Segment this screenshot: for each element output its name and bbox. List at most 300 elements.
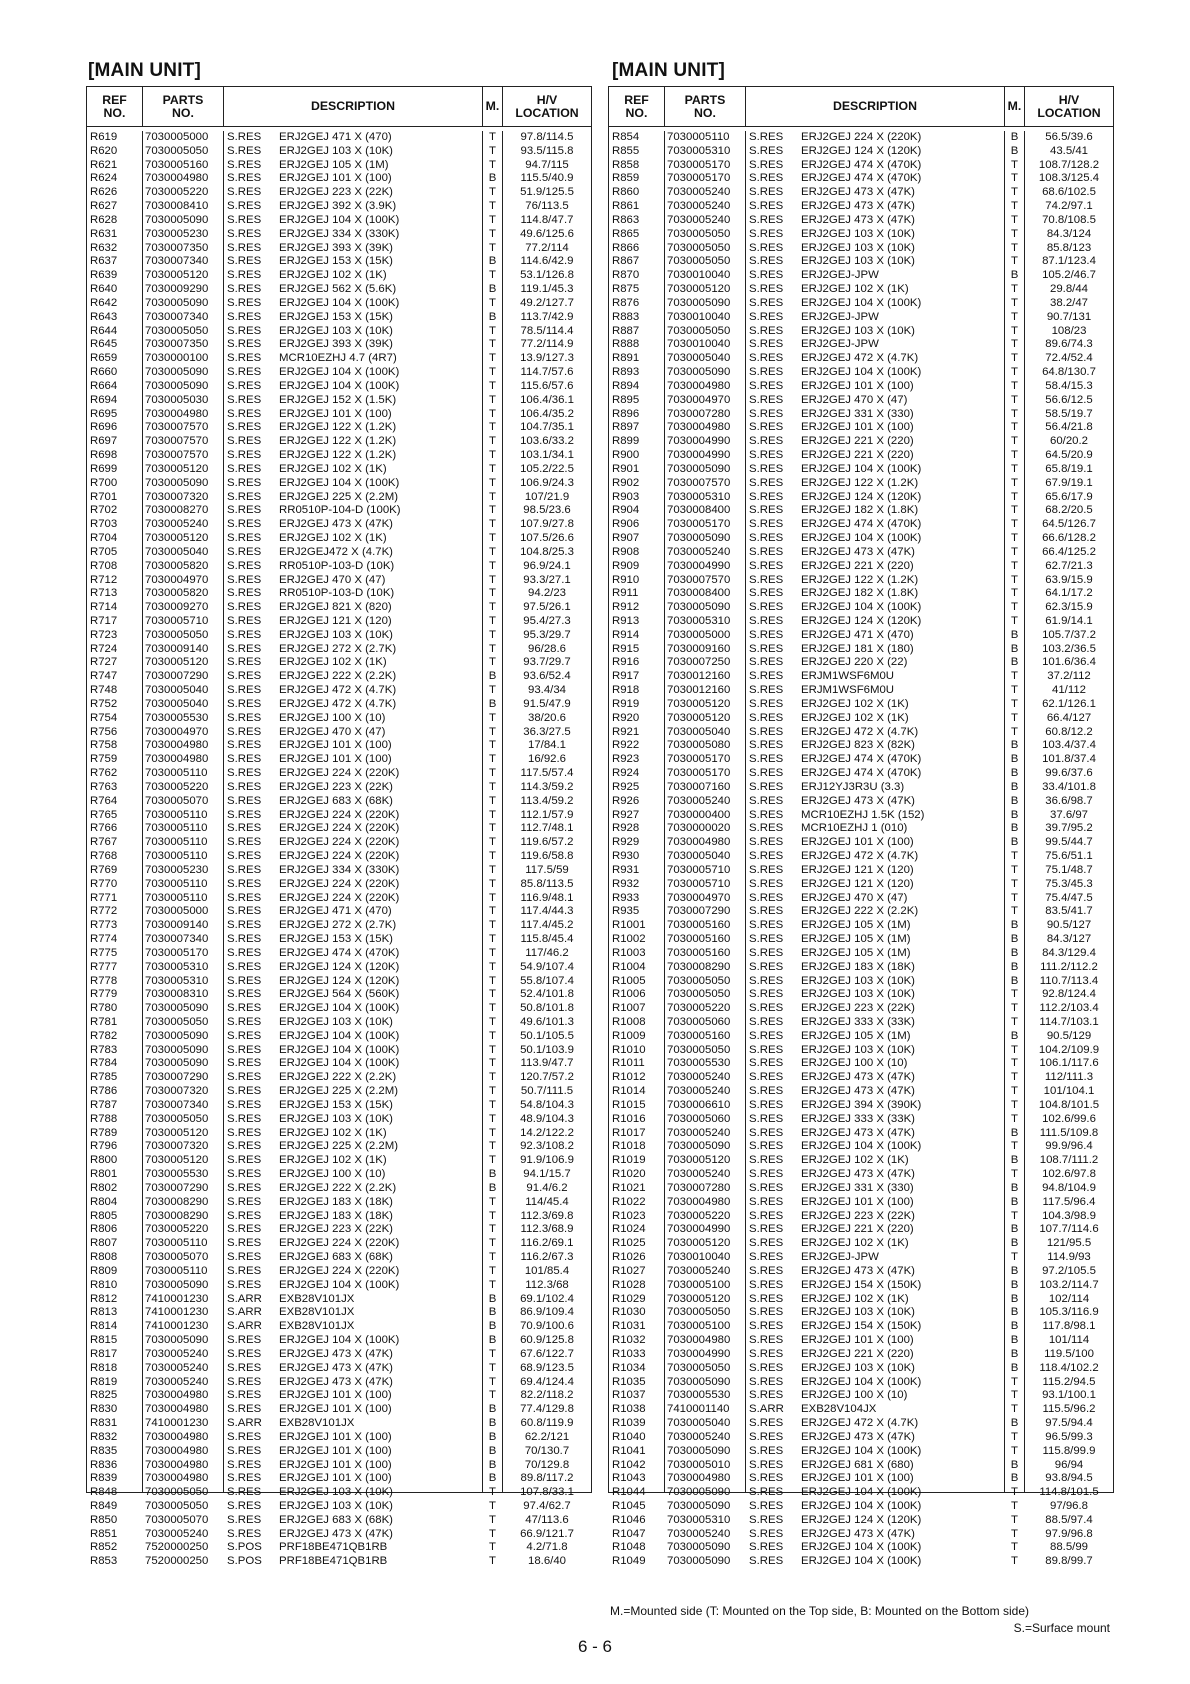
ref-no: R1017 (612, 1126, 646, 1139)
ref-no: R645 (90, 338, 118, 351)
mounted-side: T (489, 186, 496, 199)
part-type: S.RES (749, 435, 784, 448)
part-description: ERJ2GEJ 470 X (47) (801, 393, 908, 406)
part-no: 7030005110 (145, 850, 208, 863)
hv-location: 112.3/69.8 (520, 1209, 574, 1222)
ref-no: R915 (612, 642, 640, 655)
hv-location: 54.8/104.3 (520, 1098, 574, 1111)
part-no: 7030005240 (667, 200, 731, 213)
part-type: S.RES (749, 1209, 784, 1222)
hv-location: 105.2/46.7 (1042, 269, 1096, 282)
mounted-side: B (1010, 1458, 1019, 1471)
hv-location: 48.9/104.3 (520, 1112, 574, 1125)
description (746, 560, 1004, 574)
hv-location: 85.8/113.5 (520, 877, 574, 890)
description (746, 1071, 1004, 1085)
part-description: ERJ2GEJ 224 X (220K) (279, 877, 400, 890)
hv-location: 93.7/29.7 (523, 656, 571, 669)
ref-no: R628 (90, 213, 118, 226)
hv-location: 75.4/47.5 (1045, 891, 1093, 904)
mounted-side: B (1010, 974, 1019, 987)
ref-no: R1045 (612, 1499, 646, 1512)
ref-no: R888 (612, 338, 640, 351)
ref-no: R1034 (612, 1361, 646, 1374)
hv-location: 36.3/27.5 (523, 725, 571, 738)
part-description: ERJ2GEJ 473 X (47K) (801, 200, 915, 213)
hv-location: 97/96.8 (1049, 1499, 1088, 1512)
description (224, 1555, 482, 1569)
part-type: S.RES (227, 1430, 262, 1443)
part-type: S.RES (227, 269, 262, 282)
mounted-side: B (1010, 1320, 1019, 1333)
mounted-side: T (1011, 186, 1018, 199)
part-type: S.RES (227, 1347, 262, 1360)
ref-no: R836 (90, 1458, 118, 1471)
part-no: 7030007290 (667, 905, 731, 918)
part-type: S.RES (227, 1057, 262, 1070)
hv-location: 17/84.1 (527, 739, 566, 752)
hv-location: 93.5/115.8 (520, 144, 574, 157)
hv-location: 101/104.1 (1043, 1085, 1095, 1098)
ref-no: R659 (90, 352, 118, 365)
hv-location: 93.4/34 (527, 684, 566, 697)
part-no: 7030005050 (145, 1112, 209, 1125)
ref-no: R907 (612, 532, 640, 545)
hv-location: 117.5/57.4 (520, 767, 574, 780)
part-type: S.RES (749, 601, 784, 614)
mounted-side: T (489, 1098, 496, 1111)
part-description: ERJ2GEJ 103 X (10K) (801, 1361, 915, 1374)
mounted-side: T (489, 1264, 496, 1277)
part-type: S.RES (227, 697, 262, 710)
ref-no: R876 (612, 296, 640, 309)
mounted-side: T (489, 296, 496, 309)
description (746, 1154, 1004, 1168)
description (224, 587, 482, 601)
hv-location: 68.9/123.5 (520, 1361, 574, 1374)
part-type: S.RES (227, 421, 262, 434)
mounted-side: B (1010, 919, 1019, 932)
mounted-side: T (1011, 545, 1018, 558)
part-description: ERJ2GEJ 102 X (1K) (279, 656, 387, 669)
description (224, 1320, 482, 1334)
ref-no: R765 (90, 808, 118, 821)
part-description: ERJ2GEJ 104 X (100K) (801, 601, 922, 614)
hv-location: 4.2/71.8 (526, 1541, 568, 1554)
part-description: ERJ2GEJ 473 X (47K) (801, 186, 915, 199)
description (746, 933, 1004, 947)
header-description: DESCRIPTION (746, 87, 1005, 126)
hv-location: 68.2/20.5 (1045, 504, 1093, 517)
mounted-side: T (489, 476, 496, 489)
part-description: ERJ2GEJ 121 X (120) (279, 614, 392, 627)
hv-location: 102/114 (1048, 1292, 1090, 1305)
ref-no: R1049 (612, 1555, 646, 1568)
header-parts-no: PARTS NO. (143, 87, 224, 126)
part-description: ERJ2GEJ 153 X (15K) (279, 255, 393, 268)
part-description: ERJ2GEJ 272 X (2.7K) (279, 642, 397, 655)
ref-no: R783 (90, 1043, 118, 1056)
mounted-side: T (489, 1361, 496, 1374)
description (746, 1279, 1004, 1293)
part-no: 7410001230 (145, 1292, 209, 1305)
part-description: ERJ2GEJ 154 X (150K) (801, 1320, 922, 1333)
part-description: ERJ2GEJ 471 X (470) (801, 628, 914, 641)
description (746, 1251, 1004, 1265)
parts-table-left (86, 86, 592, 1568)
description (746, 712, 1004, 726)
hv-location: 108.7/128.2 (1038, 158, 1100, 171)
part-no: 7030005310 (145, 960, 209, 973)
hv-location: 97.5/94.4 (1045, 1417, 1093, 1430)
part-description: ERJ2GEJ 224 X (220K) (279, 808, 400, 821)
part-no: 7030005050 (145, 1016, 209, 1028)
hv-location: 115.5/40.9 (520, 172, 574, 185)
table-body (609, 127, 1113, 1568)
description (224, 172, 482, 186)
header-ref-no: REF NO. (87, 87, 143, 126)
part-type: S.RES (749, 1334, 784, 1347)
hv-location: 102.6/97.8 (1042, 1168, 1096, 1181)
hv-location: 108/23 (1051, 324, 1087, 337)
mounted-side: B (1010, 933, 1019, 946)
mounted-side: T (489, 1002, 496, 1015)
mounted-side: B (488, 283, 497, 296)
description (224, 670, 482, 684)
part-type: S.RES (227, 255, 262, 268)
description (224, 1417, 482, 1431)
ref-no: R1044 (612, 1486, 646, 1499)
mounted-side: T (1011, 684, 1018, 697)
mounted-side: T (489, 1486, 496, 1499)
part-description: ERJ2GEJ 103 X (10K) (801, 974, 915, 987)
mounted-side: T (1011, 863, 1018, 876)
part-type: S.RES (749, 1347, 784, 1360)
ref-no: R778 (90, 974, 118, 987)
mounted-side: T (1011, 1430, 1018, 1443)
part-description: ERJ2GEJ 104 X (100K) (279, 1278, 400, 1291)
mounted-side: T (1011, 1071, 1018, 1084)
part-type: S.RES (227, 144, 262, 157)
mounted-side: T (1011, 573, 1018, 586)
hv-location: 113.7/42.9 (520, 310, 574, 323)
ref-no: R1010 (612, 1043, 646, 1056)
description (746, 1306, 1004, 1320)
ref-no: R849 (90, 1499, 118, 1512)
hv-location: 63.9/15.9 (1045, 573, 1093, 586)
hv-location: 51.9/125.5 (520, 186, 574, 199)
part-no: 7030005090 (145, 476, 209, 489)
description (224, 546, 482, 560)
hv-location: 89.6/74.3 (1045, 338, 1093, 351)
part-no: 7030007340 (145, 255, 209, 268)
mounted-side: T (489, 587, 496, 600)
description (746, 325, 1004, 339)
description (746, 1016, 1004, 1030)
part-no: 7520000250 (145, 1541, 209, 1554)
description (746, 255, 1004, 269)
part-no: 7030005530 (667, 1389, 731, 1402)
part-description: ERJ2GEJ 334 X (330K) (279, 227, 400, 240)
part-no: 7030005120 (145, 656, 209, 669)
part-no: 7030012160 (667, 670, 731, 683)
ref-column (87, 131, 143, 1568)
mounted-side: T (1011, 393, 1018, 406)
mounted-side: B (488, 1320, 497, 1333)
hv-location: 108.7/111.2 (1039, 1154, 1099, 1167)
hv-location: 90.7/131 (1046, 310, 1092, 323)
hv-location: 112.3/68 (525, 1278, 569, 1291)
ref-no: R1029 (612, 1292, 646, 1305)
ref-no: R1001 (612, 919, 646, 932)
description (224, 228, 482, 242)
hv-location: 117.5/96.4 (1042, 1195, 1096, 1208)
part-type: S.RES (227, 780, 262, 793)
description (224, 491, 482, 505)
part-description: ERJ2GEJ 472 X (4.7K) (801, 725, 919, 738)
part-no: 7030005110 (145, 877, 208, 890)
description (746, 1403, 1004, 1417)
hv-location: 37.2/112 (1047, 670, 1091, 683)
part-description: ERJ2GEJ 473 X (47K) (279, 1347, 393, 1360)
description (224, 408, 482, 422)
part-description: ERJ2GEJ 474 X (470K) (801, 172, 922, 185)
mounted-side: B (1010, 144, 1019, 157)
ref-no: R903 (612, 490, 640, 503)
hv-location: 60/20.2 (1049, 435, 1088, 448)
description (746, 781, 1004, 795)
mounted-side: T (489, 836, 496, 849)
description (746, 1030, 1004, 1044)
part-no: 7030004980 (667, 1195, 731, 1208)
part-description: ERJ2GEJ-JPW (801, 310, 879, 323)
mounted-side: B (1010, 1126, 1019, 1139)
ref-no: R927 (612, 808, 640, 821)
description (224, 809, 482, 823)
part-no: 7030005710 (667, 877, 731, 890)
part-type: S.RES (227, 1223, 262, 1236)
part-no: 7030005160 (667, 933, 731, 946)
part-type: S.RES (227, 1264, 262, 1277)
ref-no: R747 (90, 670, 118, 683)
mounted-side: T (1011, 1403, 1018, 1416)
part-type: S.RES (227, 808, 262, 821)
part-no: 7030005090 (667, 1140, 731, 1153)
mounted-side: T (1011, 905, 1018, 918)
part-type: S.RES (749, 1278, 784, 1291)
part-description: ERJ2GEJ 104 X (100K) (279, 379, 400, 392)
hv-location: 116.9/48.1 (520, 891, 574, 904)
part-type: S.RES (749, 255, 784, 268)
ref-no: R1005 (612, 974, 646, 987)
hv-location: 114/45.4 (525, 1195, 569, 1208)
description (224, 975, 482, 989)
part-no: 7030007320 (145, 1140, 209, 1153)
description (224, 1528, 482, 1542)
mounted-side: T (489, 988, 496, 1001)
part-description: RR0510P-104-D (100K) (279, 504, 401, 517)
part-description: ERJ2GEJ 272 X (2.7K) (279, 919, 397, 932)
part-description: ERJ2GEJ 470 X (47) (279, 725, 386, 738)
ref-no: R1043 (612, 1472, 646, 1485)
part-type: S.RES (749, 172, 784, 185)
description (224, 200, 482, 214)
part-no: 7030007160 (667, 780, 731, 793)
part-no: 7030005110 (145, 767, 208, 780)
description (224, 1334, 482, 1348)
ref-no: R727 (90, 656, 118, 669)
part-no: 7030007290 (145, 1181, 209, 1194)
part-description: ERJM1WSF6M0U (801, 670, 895, 683)
ref-no: R913 (612, 614, 640, 627)
part-type: S.RES (749, 227, 784, 240)
mounted-side: T (1011, 1098, 1018, 1111)
ref-no: R1021 (612, 1181, 646, 1194)
hv-location: 64.5/126.7 (1042, 518, 1096, 531)
part-type: S.RES (227, 1237, 262, 1250)
part-no: 7030012160 (667, 684, 731, 697)
mounted-side: T (1011, 1209, 1018, 1222)
mounted-side: T (489, 421, 496, 434)
hv-location: 106.9/24.3 (520, 476, 574, 489)
mounted-side: T (1011, 1541, 1018, 1554)
part-description: ERJ2GEJ 223 X (22K) (279, 186, 393, 199)
part-no: 7030005050 (667, 1043, 731, 1056)
part-description: ERJ2GEJ 225 X (2.2M) (279, 1140, 399, 1153)
part-no: 7030007340 (145, 1098, 209, 1111)
mounted-side: B (1010, 767, 1019, 780)
ref-no: R789 (90, 1126, 118, 1139)
ref-no: R808 (90, 1251, 118, 1264)
part-type: S.RES (227, 794, 262, 807)
part-no: 7030005090 (145, 366, 209, 379)
description (746, 1541, 1004, 1555)
part-no: 7030004980 (145, 1430, 209, 1443)
ref-no: R773 (90, 919, 118, 932)
ref-no: R1030 (612, 1306, 646, 1319)
hv-location: 111.5/109.8 (1039, 1126, 1099, 1139)
part-description: ERJ2GEJ 104 X (100K) (801, 532, 922, 545)
description (224, 504, 482, 518)
description (746, 1113, 1004, 1127)
part-description: ERJ2GEJ 121 X (120) (801, 877, 914, 890)
hv-location: 66.4/127 (1046, 711, 1092, 724)
mounted-side: T (1011, 213, 1018, 226)
part-description: ERJ12YJ3R3U (3.3) (801, 780, 905, 793)
part-description: ERJ2GEJ 103 X (10K) (801, 1043, 915, 1056)
part-description: ERJ2GEJ 474 X (470K) (279, 946, 400, 959)
mounted-side: T (489, 1347, 496, 1360)
part-no: 7030004980 (667, 421, 731, 434)
part-type: S.RES (227, 642, 262, 655)
ref-no: R1007 (612, 1002, 646, 1015)
part-type: S.RES (749, 462, 784, 475)
part-description: ERJ2GEJ 103 X (10K) (279, 1112, 393, 1125)
hv-location: 50.7/111.5 (520, 1085, 574, 1098)
ref-no: R756 (90, 725, 118, 738)
part-no: 7030005090 (667, 601, 731, 614)
ref-no: R696 (90, 421, 118, 434)
part-no: 7030004980 (145, 753, 209, 766)
part-description: ERJ2GEJ 223 X (22K) (279, 1223, 393, 1236)
mounted-side: T (489, 1209, 496, 1222)
mounted-side: T (1011, 490, 1018, 503)
part-type: S.RES (227, 366, 262, 379)
header-mounted: M. (483, 87, 503, 126)
ref-no: R809 (90, 1264, 118, 1277)
part-no: 7030000100 (145, 352, 209, 365)
description (746, 615, 1004, 629)
part-type: S.RES (749, 324, 784, 337)
mounted-side: B (1010, 836, 1019, 849)
ref-no: R708 (90, 559, 118, 572)
ref-no: R619 (90, 131, 118, 143)
mounted-side: B (488, 1458, 497, 1471)
hv-location: 89.8/117.2 (520, 1472, 574, 1485)
part-description: ERJ2GEJ 224 X (220K) (279, 850, 400, 863)
part-description: ERJ2GEJ 220 X (22) (801, 656, 908, 669)
hv-location: 49.6/125.6 (520, 227, 574, 240)
ref-no: R1041 (612, 1444, 646, 1457)
ref-no: R830 (90, 1403, 118, 1416)
part-description: ERJ2GEJ 153 X (15K) (279, 1098, 393, 1111)
hv-location: 75.1/48.7 (1045, 863, 1093, 876)
part-description: ERJ2GEJ 103 X (10K) (801, 255, 915, 268)
description (746, 269, 1004, 283)
mounted-side: B (1010, 822, 1019, 835)
ref-no: R694 (90, 393, 118, 406)
ref-no: R925 (612, 780, 640, 793)
hv-location: 64.5/20.9 (1045, 449, 1093, 462)
part-no: 7030005000 (145, 905, 209, 918)
description (224, 297, 482, 311)
part-no: 7030008410 (145, 200, 209, 213)
mounted-side: T (1011, 476, 1018, 489)
part-no: 7030009160 (667, 642, 731, 655)
part-description: ERJ2GEJ 470 X (47) (279, 573, 386, 586)
part-no: 7030005090 (667, 462, 731, 475)
ref-no: R810 (90, 1278, 118, 1291)
ref-no: R639 (90, 269, 118, 282)
part-description: ERJ2GEJ 221 X (220) (801, 449, 914, 462)
ref-no: R870 (612, 269, 640, 282)
part-description: ERJ2GEJ 104 X (100K) (801, 1541, 922, 1554)
part-type: S.RES (227, 711, 262, 724)
ref-no: R702 (90, 504, 118, 517)
hv-location: 119.6/58.8 (520, 850, 574, 863)
hv-location: 105.3/116.9 (1039, 1306, 1099, 1319)
part-no: 7030005170 (667, 172, 731, 185)
part-description: ERJ2GEJ 104 X (100K) (801, 1486, 922, 1499)
hv-location: 113.9/47.7 (520, 1057, 574, 1070)
mounted-side: T (489, 352, 496, 365)
part-description: ERJ2GEJ 121 X (120) (801, 863, 914, 876)
mounted-side: T (1011, 1057, 1018, 1070)
part-no: 7030005050 (667, 974, 731, 987)
part-description: ERJ2GEJ 104 X (100K) (801, 1555, 922, 1568)
hv-location: 60.9/125.8 (520, 1334, 574, 1347)
part-description: ERJ2GEJ 102 X (1K) (801, 1237, 909, 1250)
part-description: ERJ2GEJ 472 X (4.7K) (279, 697, 397, 710)
part-no: 7030009290 (145, 283, 209, 296)
part-no: 7030005240 (145, 518, 209, 531)
hv-location: 90.5/127 (1046, 919, 1092, 932)
description (224, 242, 482, 256)
part-type: S.RES (749, 1098, 784, 1111)
part-description: ERJ2GEJ 104 X (100K) (801, 1375, 922, 1388)
description (224, 449, 482, 463)
hv-location: 106.1/117.6 (1039, 1057, 1099, 1070)
